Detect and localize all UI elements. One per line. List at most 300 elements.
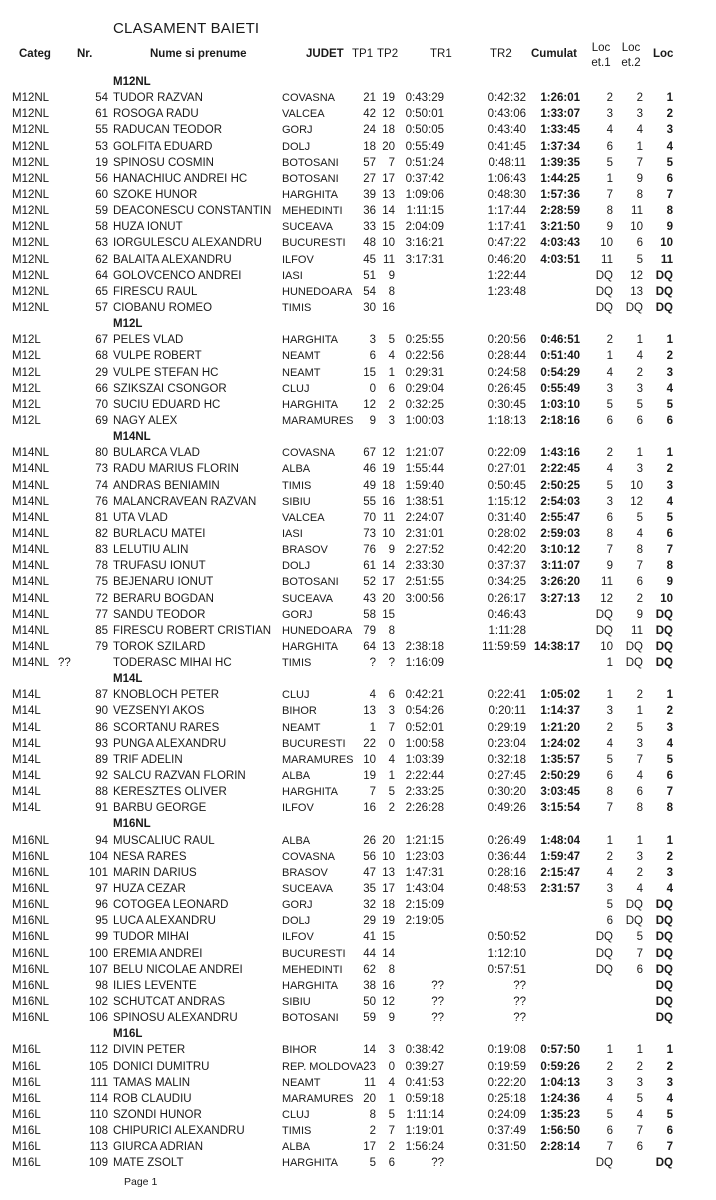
cell-tp1: 70: [363, 511, 376, 524]
cell-tr2: 0:48:30: [487, 188, 526, 201]
cell-place-stage1: 9: [606, 221, 613, 234]
cell-bib-number: 67: [95, 334, 108, 347]
cell-county: BOTOSANI: [282, 1012, 339, 1025]
cell-county: HARGHITA: [282, 334, 339, 347]
cell-place-stage1: 3: [606, 1076, 613, 1089]
cell-place-stage1: DQ: [595, 963, 613, 976]
cell-final-place: DQ: [655, 996, 673, 1009]
cell-place-stage1: 3: [606, 495, 613, 508]
cell-tp1: 1: [369, 721, 376, 734]
cell-place-stage2: 5: [636, 721, 643, 734]
cell-tp2: 14: [382, 947, 395, 960]
table-row: [0, 381, 716, 397]
cell-athlete-name: KERESZTES OLIVER: [113, 786, 227, 799]
cell-county: REP. MOLDOVA: [282, 1060, 364, 1073]
table-row: [0, 1155, 716, 1171]
cell-athlete-name: SCORTANU RARES: [113, 721, 220, 734]
cell-bib-number: 19: [95, 156, 108, 169]
table-row: [0, 591, 716, 607]
cell-tr2: 0:30:45: [487, 398, 526, 411]
cell-place-stage2: 4: [636, 770, 643, 783]
cell-final-place: 5: [666, 398, 673, 411]
cell-category: M14NL: [12, 576, 50, 589]
cell-bib-number: 87: [95, 689, 108, 702]
cell-tr1: 2:51:55: [405, 576, 444, 589]
cell-county: TIMIS: [282, 1125, 312, 1138]
cell-tp1: 48: [363, 237, 376, 250]
cell-county: IASI: [282, 527, 303, 540]
cell-tp1: 45: [363, 253, 376, 266]
cell-bib-number: 110: [89, 1109, 108, 1121]
cell-place-stage2: 7: [636, 1125, 643, 1138]
cell-category: M14L: [12, 770, 41, 783]
cell-tr1: 1:23:03: [405, 850, 444, 863]
cell-bib-number: 56: [95, 172, 108, 185]
cell-tr1: 0:55:49: [405, 140, 444, 153]
cell-tr1: 1:03:39: [405, 753, 444, 766]
cell-tp1: 12: [363, 398, 376, 411]
header-loc-et1-top: Loc: [591, 42, 611, 54]
cell-place-stage2: 4: [636, 527, 643, 540]
cell-athlete-name: COTOGEA LEONARD: [113, 899, 229, 912]
cell-category: M14NL: [12, 560, 50, 573]
cell-athlete-name: BEJENARU IONUT: [113, 576, 214, 589]
cell-tr1: 2:27:52: [405, 544, 444, 557]
cell-county: DOLJ: [282, 140, 311, 153]
cell-tr1: ??: [431, 979, 444, 992]
cell-place-stage1: DQ: [595, 931, 613, 944]
cell-tp2: 10: [382, 850, 395, 863]
cell-place-stage1: 2: [606, 721, 613, 734]
cell-cumulated-time: 1:26:01: [540, 92, 580, 105]
cell-final-place: 7: [666, 188, 673, 201]
cell-tp2: 18: [382, 479, 395, 492]
cell-place-stage2: 7: [636, 753, 643, 766]
cell-county: DOLJ: [282, 560, 311, 573]
cell-cumulated-time: 2:54:03: [540, 495, 580, 508]
cell-category: M12NL: [12, 221, 50, 234]
cell-cumulated-time: 1:33:45: [540, 124, 580, 137]
cell-category: M16NL: [12, 947, 50, 960]
cell-category: M12NL: [12, 156, 50, 169]
cell-tp1: 42: [363, 108, 376, 121]
cell-bib-number: 81: [95, 511, 108, 524]
cell-final-place: 1: [666, 447, 673, 460]
cell-cumulated-time: 2:15:47: [540, 866, 580, 879]
cell-county: TIMIS: [282, 657, 312, 670]
header-loc-et2-bottom: et.2: [621, 57, 641, 69]
cell-bib-number: 72: [95, 592, 108, 605]
cell-cumulated-time: 1:56:50: [540, 1125, 580, 1138]
cell-category: M14NL: [12, 544, 50, 557]
cell-tp1: 23: [363, 1060, 376, 1073]
cell-tp1: 67: [363, 447, 376, 460]
cell-county: GORJ: [282, 899, 313, 912]
table-row: [0, 994, 716, 1010]
table-row: [0, 913, 716, 929]
cell-athlete-name: BERARU BOGDAN: [113, 592, 214, 605]
table-row: [0, 865, 716, 881]
cell-tp2: 4: [388, 1076, 395, 1089]
cell-final-place: 8: [666, 802, 673, 815]
cell-tr2: 0:26:49: [487, 834, 526, 847]
cell-tp2: 5: [388, 786, 395, 799]
table-row: [0, 607, 716, 623]
cell-tr2: 0:22:41: [487, 689, 526, 702]
cell-place-stage1: 12: [600, 592, 613, 605]
cell-category: M14L: [12, 705, 41, 718]
cell-final-place: 6: [666, 770, 673, 783]
cell-county: MEHEDINTI: [282, 963, 343, 976]
cell-category: M16NL: [12, 979, 50, 992]
cell-category: M14NL: [12, 447, 50, 460]
cell-place-stage2: 1: [636, 334, 643, 347]
cell-tp2: 3: [388, 705, 395, 718]
cell-tr1: 3:16:21: [405, 237, 444, 250]
cell-place-stage2: 13: [630, 285, 643, 298]
cell-cumulated-time: 2:28:14: [540, 1141, 580, 1154]
cell-tr1: 1:16:09: [405, 657, 444, 670]
cell-final-place: DQ: [655, 624, 673, 637]
cell-tr1: 2:19:05: [405, 915, 444, 928]
cell-bib-number: 105: [88, 1060, 108, 1073]
cell-athlete-name: KNOBLOCH PETER: [113, 689, 220, 702]
cell-athlete-name: PUNGA ALEXANDRU: [113, 737, 227, 750]
cell-cumulated-time: 0:57:50: [540, 1044, 580, 1057]
cell-athlete-name: LELUTIU ALIN: [113, 544, 189, 557]
cell-county: COVASNA: [282, 850, 335, 863]
group-heading: [0, 816, 716, 832]
cell-tr1: 2:22:44: [405, 770, 444, 783]
cell-category: M12NL: [12, 237, 50, 250]
group-name: M14L: [113, 673, 143, 686]
cell-category: M14NL: [12, 592, 50, 605]
cell-tp1: 44: [363, 947, 376, 960]
cell-cumulated-time: 4:03:43: [540, 237, 580, 250]
cell-bib-number: 97: [95, 883, 108, 896]
cell-bib-number: 114: [89, 1092, 108, 1105]
cell-place-stage1: 6: [606, 1125, 613, 1138]
cell-place-stage2: 4: [636, 1109, 643, 1121]
cell-place-stage2: 4: [636, 350, 643, 363]
cell-final-place: DQ: [655, 285, 673, 298]
cell-bib-number: 79: [95, 640, 108, 653]
cell-category: M16L: [12, 1125, 41, 1138]
cell-place-stage1: 11: [601, 253, 613, 266]
cell-athlete-name: TOROK SZILARD: [113, 640, 206, 653]
cell-category: M12NL: [12, 205, 50, 218]
table-row: [0, 1059, 716, 1075]
cell-cumulated-time: 1:14:37: [540, 705, 580, 718]
cell-athlete-name: HUZA IONUT: [113, 221, 183, 234]
table-row: [0, 736, 716, 752]
cell-tp1: ?: [369, 657, 376, 670]
cell-bib-number: 102: [88, 996, 108, 1009]
cell-tr2: 0:29:19: [487, 721, 526, 734]
cell-tr2: 0:22:20: [487, 1076, 526, 1089]
cell-bib-number: 100: [88, 947, 108, 960]
table-row: [0, 106, 716, 122]
cell-cumulated-time: 0:46:51: [540, 334, 580, 347]
cell-place-stage1: 4: [606, 463, 613, 476]
cell-county: ALBA: [282, 834, 311, 847]
cell-category: M16L: [12, 1157, 41, 1170]
cell-final-place: 2: [666, 705, 673, 718]
cell-tr2: 0:31:50: [487, 1141, 526, 1154]
cell-tr2: 0:42:20: [487, 544, 526, 557]
table-row: [0, 962, 716, 978]
cell-place-stage2: 1: [636, 834, 643, 847]
table-row: [0, 445, 716, 461]
cell-tr2: 0:19:08: [487, 1044, 526, 1057]
cell-place-stage2: 5: [636, 511, 643, 524]
cell-tp2: 7: [388, 156, 395, 169]
cell-bib-number: 104: [88, 850, 108, 863]
cell-county: TIMIS: [282, 301, 312, 314]
cell-bib-number: 98: [95, 979, 108, 992]
table-row: [0, 155, 716, 171]
cell-final-place: 1: [666, 689, 673, 702]
cell-cumulated-time: 1:48:04: [540, 834, 580, 847]
cell-bib-number: 73: [95, 463, 108, 476]
cell-athlete-name: DONICI DUMITRU: [113, 1060, 210, 1073]
cell-category: M16NL: [12, 850, 50, 863]
cell-bib-number: 93: [95, 737, 108, 750]
cell-place-stage2: 8: [636, 544, 643, 557]
cell-category: M14NL: [12, 640, 50, 653]
cell-place-stage2: 6: [636, 786, 643, 799]
cell-athlete-name: BELU NICOLAE ANDREI: [113, 963, 243, 976]
cell-tp2: 16: [382, 979, 395, 992]
cell-tr1: 0:39:27: [405, 1060, 444, 1073]
cell-bib-number: 86: [95, 721, 108, 734]
cell-tr2: 0:25:18: [487, 1092, 526, 1105]
cell-cumulated-time: 3:11:07: [540, 560, 580, 573]
cell-final-place: DQ: [655, 899, 673, 912]
cell-tr1: 0:50:05: [405, 124, 444, 137]
cell-category: M14NL: [12, 608, 50, 621]
cell-county: HARGHITA: [282, 1157, 339, 1170]
cell-county: HARGHITA: [282, 188, 339, 201]
cell-tp2: 2: [388, 1141, 395, 1154]
group-heading: [0, 74, 716, 90]
cell-tp2: 17: [382, 883, 395, 896]
cell-bib-number: 113: [89, 1141, 108, 1154]
cell-county: SUCEAVA: [282, 221, 333, 234]
table-row: [0, 703, 716, 719]
header-loc-et1-bottom: et.1: [591, 57, 611, 69]
cell-bib-number: 55: [95, 124, 108, 137]
cell-bib-number: 61: [95, 108, 108, 121]
cell-place-stage1: DQ: [595, 608, 613, 621]
header-tp2: TP2: [377, 48, 399, 60]
cell-athlete-name: ILIES LEVENTE: [113, 979, 197, 992]
cell-tp1: 46: [363, 463, 376, 476]
cell-bib-number: 92: [95, 770, 108, 783]
cell-place-stage2: 1: [636, 447, 643, 460]
cell-tp1: 43: [363, 592, 376, 605]
table-row: [0, 348, 716, 364]
header-loc-et1: [588, 41, 614, 71]
cell-county: BIHOR: [282, 1044, 317, 1057]
group-heading: [0, 1026, 716, 1042]
cell-athlete-name: VULPE STEFAN HC: [113, 366, 219, 379]
cell-tp2: 3: [388, 414, 395, 427]
cell-cumulated-time: 1:39:35: [540, 156, 580, 169]
cell-final-place: 5: [666, 753, 673, 766]
cell-tp2: 16: [382, 301, 395, 314]
cell-place-stage2: 3: [636, 382, 643, 395]
cell-category: M14L: [12, 753, 41, 766]
table-row: [0, 946, 716, 962]
cell-bib-number: 94: [95, 834, 108, 847]
cell-tr2: 0:41:45: [487, 140, 526, 153]
cell-tp1: 76: [363, 544, 376, 557]
cell-place-stage1: 1: [606, 657, 613, 670]
cell-final-place: DQ: [655, 608, 673, 621]
cell-tr1: 1:43:04: [405, 883, 444, 896]
cell-tr1: 3:00:56: [405, 592, 444, 605]
cell-category: M16NL: [12, 915, 50, 928]
cell-category: M12NL: [12, 140, 50, 153]
cell-tp1: 73: [363, 527, 376, 540]
cell-final-place: 11: [660, 253, 673, 266]
cell-tp1: 55: [363, 495, 376, 508]
cell-category: M12L: [12, 350, 41, 363]
cell-place-stage1: DQ: [595, 947, 613, 960]
cell-tp1: 35: [363, 883, 376, 896]
cell-place-stage2: 11: [631, 624, 643, 637]
cell-tr2: 1:22:44: [487, 269, 526, 282]
cell-place-stage1: 7: [606, 802, 613, 815]
cell-final-place: 3: [666, 366, 673, 379]
cell-county: NEAMT: [282, 350, 321, 363]
group-heading: [0, 671, 716, 687]
group-name: M12L: [113, 318, 143, 331]
cell-county: BUCURESTI: [282, 737, 346, 750]
cell-place-stage1: 9: [606, 560, 613, 573]
cell-tp1: 41: [363, 931, 376, 944]
cell-final-place: DQ: [655, 963, 673, 976]
cell-tr1: 2:26:28: [405, 802, 444, 815]
cell-place-stage1: 1: [606, 172, 613, 185]
cell-athlete-name: GOLOVCENCO ANDREI: [113, 269, 242, 282]
cell-tp2: 14: [382, 560, 395, 573]
cell-county: SUCEAVA: [282, 592, 333, 605]
group-heading: [0, 316, 716, 332]
cell-final-place: 7: [666, 1141, 673, 1154]
cell-place-stage1: 8: [606, 205, 613, 218]
table-row: [0, 139, 716, 155]
cell-final-place: 9: [666, 576, 673, 589]
cell-tr2: 0:24:09: [487, 1109, 526, 1121]
cell-tp2: 12: [382, 447, 395, 460]
cell-tr1: 0:54:26: [405, 705, 444, 718]
cell-place-stage1: DQ: [595, 624, 613, 637]
cell-place-stage1: 4: [606, 1092, 613, 1105]
cell-tp1: 30: [363, 301, 376, 314]
cell-tr2: 0:48:53: [487, 883, 526, 896]
cell-category: M12L: [12, 382, 41, 395]
cell-athlete-name: CHIPURICI ALEXANDRU: [113, 1125, 245, 1138]
cell-bib-number: 111: [90, 1076, 108, 1089]
cell-tp1: 11: [364, 1076, 376, 1089]
cell-final-place: 5: [666, 511, 673, 524]
cell-final-place: DQ: [655, 1157, 673, 1170]
cell-final-place: 4: [666, 382, 673, 395]
table-row: [0, 897, 716, 913]
cell-category: M14L: [12, 737, 41, 750]
cell-category: M16NL: [12, 866, 50, 879]
cell-athlete-name: SCHUTCAT ANDRAS: [113, 996, 226, 1009]
cell-county: HARGHITA: [282, 640, 339, 653]
cell-bib-number: 76: [95, 495, 108, 508]
cell-tr2: 0:30:20: [487, 786, 526, 799]
cell-tr1: 0:52:01: [405, 721, 444, 734]
cell-county: ILFOV: [282, 931, 314, 944]
cell-tr1: ??: [431, 1012, 444, 1025]
cell-tp1: 22: [363, 737, 376, 750]
table-row: [0, 219, 716, 235]
cell-tp1: 14: [363, 1044, 376, 1057]
cell-tp2: 8: [388, 285, 395, 298]
table-row: [0, 1123, 716, 1139]
cell-tr2: 0:37:49: [487, 1125, 526, 1138]
table-row: [0, 574, 716, 590]
cell-place-stage1: 5: [606, 753, 613, 766]
cell-tr2: 0:43:06: [487, 108, 526, 121]
header-tp1: TP1: [352, 48, 374, 60]
cell-category: M16NL: [12, 883, 50, 896]
cell-final-place: 6: [666, 172, 673, 185]
cell-cumulated-time: 1:33:07: [540, 108, 580, 121]
cell-place-stage1: 5: [606, 398, 613, 411]
header-name: Nume si prenume: [150, 48, 247, 60]
cell-athlete-name: MARIN DARIUS: [113, 866, 197, 879]
header-tr1: TR1: [430, 48, 452, 60]
cell-athlete-name: ANDRAS BENIAMIN: [113, 479, 220, 492]
cell-tp2: 12: [382, 996, 395, 1009]
cell-tr2: 1:17:41: [487, 221, 526, 234]
cell-place-stage2: 1: [636, 1044, 643, 1057]
cell-tp2: 16: [382, 495, 395, 508]
cell-place-stage1: 5: [606, 1109, 613, 1121]
cell-bib-number: 54: [95, 92, 108, 105]
cell-athlete-name: MUSCALIUC RAUL: [113, 834, 215, 847]
cell-category: M16NL: [12, 963, 50, 976]
cell-tp1: 19: [363, 770, 376, 783]
cell-athlete-name: HANACHIUC ANDREI HC: [113, 172, 248, 185]
cell-tp2: 17: [382, 576, 395, 589]
cell-final-place: 4: [666, 140, 673, 153]
cell-category: M16NL: [12, 1012, 50, 1025]
table-row: [0, 203, 716, 219]
table-row: [0, 461, 716, 477]
cell-athlete-name: VEZSENYI AKOS: [113, 705, 205, 718]
cell-tp2: 3: [388, 1044, 395, 1057]
cell-tp1: 16: [363, 802, 376, 815]
cell-place-stage2: 3: [636, 737, 643, 750]
cell-place-stage1: 4: [606, 866, 613, 879]
cell-place-stage2: 5: [636, 398, 643, 411]
cell-bib-number: 63: [95, 237, 108, 250]
cell-county: IASI: [282, 269, 303, 282]
cell-place-stage1: DQ: [595, 301, 613, 314]
cell-athlete-name: NESA RARES: [113, 850, 187, 863]
cell-county: MEHEDINTI: [282, 205, 343, 218]
cell-tp1: 0: [369, 382, 376, 395]
header-loc-et2-top: Loc: [621, 42, 641, 54]
